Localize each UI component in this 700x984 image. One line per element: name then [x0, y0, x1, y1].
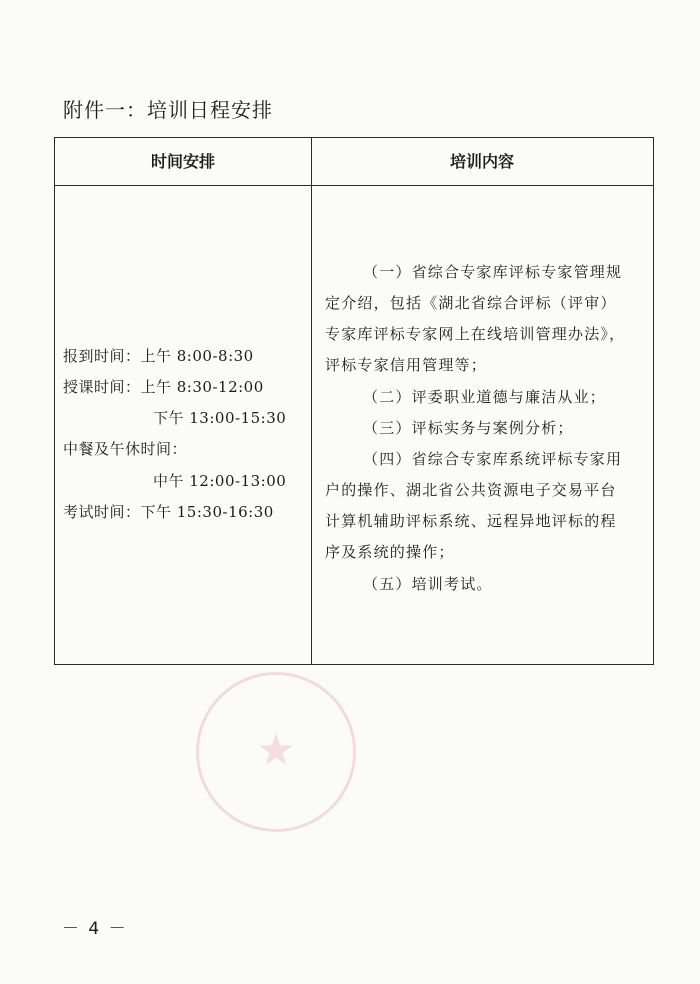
- page-number: － 4 －: [62, 919, 128, 939]
- content-line-5: （二）评委职业道德与廉洁从业；: [363, 388, 607, 406]
- content-line-1: （一）省综合专家库评标专家管理规: [363, 263, 623, 281]
- time-line-afternoon-class: 下午 13:00-15:30: [153, 409, 287, 427]
- time-line-morning-class: 授课时间：上午 8:30-12:00: [63, 378, 264, 396]
- seal-star-icon: ★: [256, 725, 296, 776]
- content-line-4: 评标专家信用管理等；: [325, 356, 488, 374]
- content-line-9: 计算机辅助评标系统、远程异地评标的程: [325, 512, 617, 530]
- time-line-registration: 报到时间：上午 8:00-8:30: [63, 347, 254, 365]
- content-line-8: 户的操作、湖北省公共资源电子交易平台: [325, 481, 617, 499]
- content-line-10: 序及系统的操作；: [325, 543, 455, 561]
- time-line-exam: 考试时间：下午 15:30-16:30: [63, 503, 274, 521]
- content-line-6: （三）评标实务与案例分析；: [363, 419, 574, 437]
- time-line-lunch-time: 中午 12:00-13:00: [153, 472, 287, 490]
- schedule-table: [54, 137, 654, 665]
- content-line-2: 定介绍，包括《湖北省综合评标（评审）: [325, 294, 617, 312]
- table-header-row: [55, 138, 653, 186]
- content-line-3: 专家库评标专家网上在线培训管理办法》，: [325, 325, 626, 343]
- header-content: 培训内容: [449, 152, 514, 171]
- content-line-7: （四）省综合专家库系统评标专家用: [363, 450, 623, 468]
- header-time: 时间安排: [150, 152, 215, 171]
- page-title: 附件一：培训日程安排: [63, 98, 273, 122]
- column-divider: [311, 138, 312, 664]
- official-seal: [196, 672, 356, 832]
- content-line-11: （五）培训考试。: [363, 575, 493, 593]
- time-line-lunch-label: 中餐及午休时间：: [63, 440, 188, 458]
